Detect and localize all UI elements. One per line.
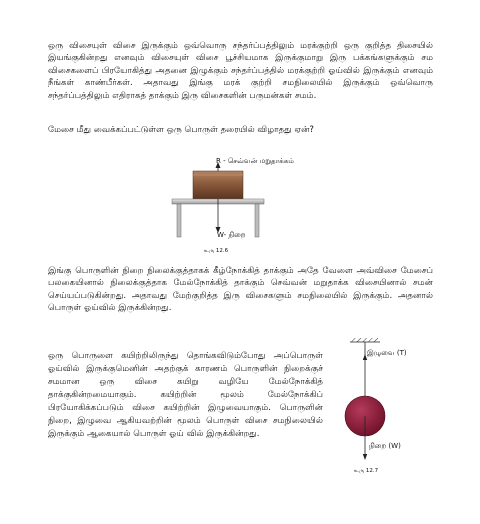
reaction-label: R - செவ்வன் மறுதாக்கம்: [216, 157, 294, 165]
paragraph-table-reaction: இங்கு பொருளின் நிறை நிலைக்குத்தாகக் கீழ்நோக்கித் தாக்கும் அதே வேளை அவ்விசை மேசைப் பலகையினால் நிலைக்குத்தாக மேல்நோக்கித் தாக்கும் செவ்வன் மறுதாக்க விசையினால் சமன் செய்யப்படுகின்றது. அதாவது மேற்குறித்த இரு விசைகளும் சமநிலையில் இருக்கும். அதனால் பொருள் ஓய்வில் இருக்கின்றது.: [48, 266, 433, 314]
figure-caption-12-7: உரு 12.7: [354, 468, 379, 474]
weight-label: W- நிறை: [217, 231, 246, 239]
figure-caption-12-6: உரு 12.6: [204, 248, 229, 253]
tension-label: இழுவை (T): [367, 349, 407, 357]
table-leg-right: [255, 204, 259, 237]
question-table-object: மேசை மீது வைக்கப்பட்டுள்ள ஒரு பொருள் தரையில் விழாதது ஏன்?: [48, 125, 314, 135]
ceiling-support: [350, 338, 380, 342]
figure-block-on-table: [160, 153, 360, 253]
paragraph-hanging-object: ஒரு பொருளை கயிற்றிலிருந்து தொங்கவிடும்போது அப்பொருள் ஓய்வில் இருக்குமெனின் அதற்குக் காரணம் பொருளின் நிறைக்குச் சமமான ஒரு விசை கயிறு வழியே மேல்நோக்கித் தாக்குகின்றமையாகும். கயிற்றின் மூலம் மேல்நோக்கிப் பிரயோகிக்கப்படும் விசை கயிற்றின் இழுவையாகும். பொருளின் நிறை, இழுவை ஆகியவற்றின் மூலம் பொருள் விசை சமநிலையில் இருக்கும் ஆகையால் பொருள் ஓய் வில் இருக்கின்றது.: [48, 351, 323, 439]
figure-hanging-ball: [340, 336, 450, 476]
ball-weight-label: நிறை (W): [369, 442, 401, 450]
paragraph-equilibrium-log: ஒரு விசையுள் விசை இருக்கும் ஒவ்வொரு சந்தர்ப்பத்திலும் மரக்குற்றி ஒரு குறித்த திசையில் இயங்குகின்றது எனவும் விசையுள் விசை பூச்சியமாக இருக்குமாறு இரு பக்கங்களுக்கும் சம விசைகளைப் பிரயோகித்து அதனை இழுக்கும் சந்தர்ப்பத்தில் மரக்குற்றி ஓய்வில் இருக்கும் எனவும் நீங்கள் காண்பீர்கள். அதாவது இங்கு மரக் குற்றி சமநிலையில் இருக்கும் ஒவ்வொரு சந்தர்ப்பத்திலும் எதிராகத் தாக்கும் இரு விசைகளின் பருமன்கள் சமம்.: [48, 41, 433, 101]
ball-weight-arrow-head: [363, 454, 367, 460]
table-leg-left: [177, 204, 181, 237]
